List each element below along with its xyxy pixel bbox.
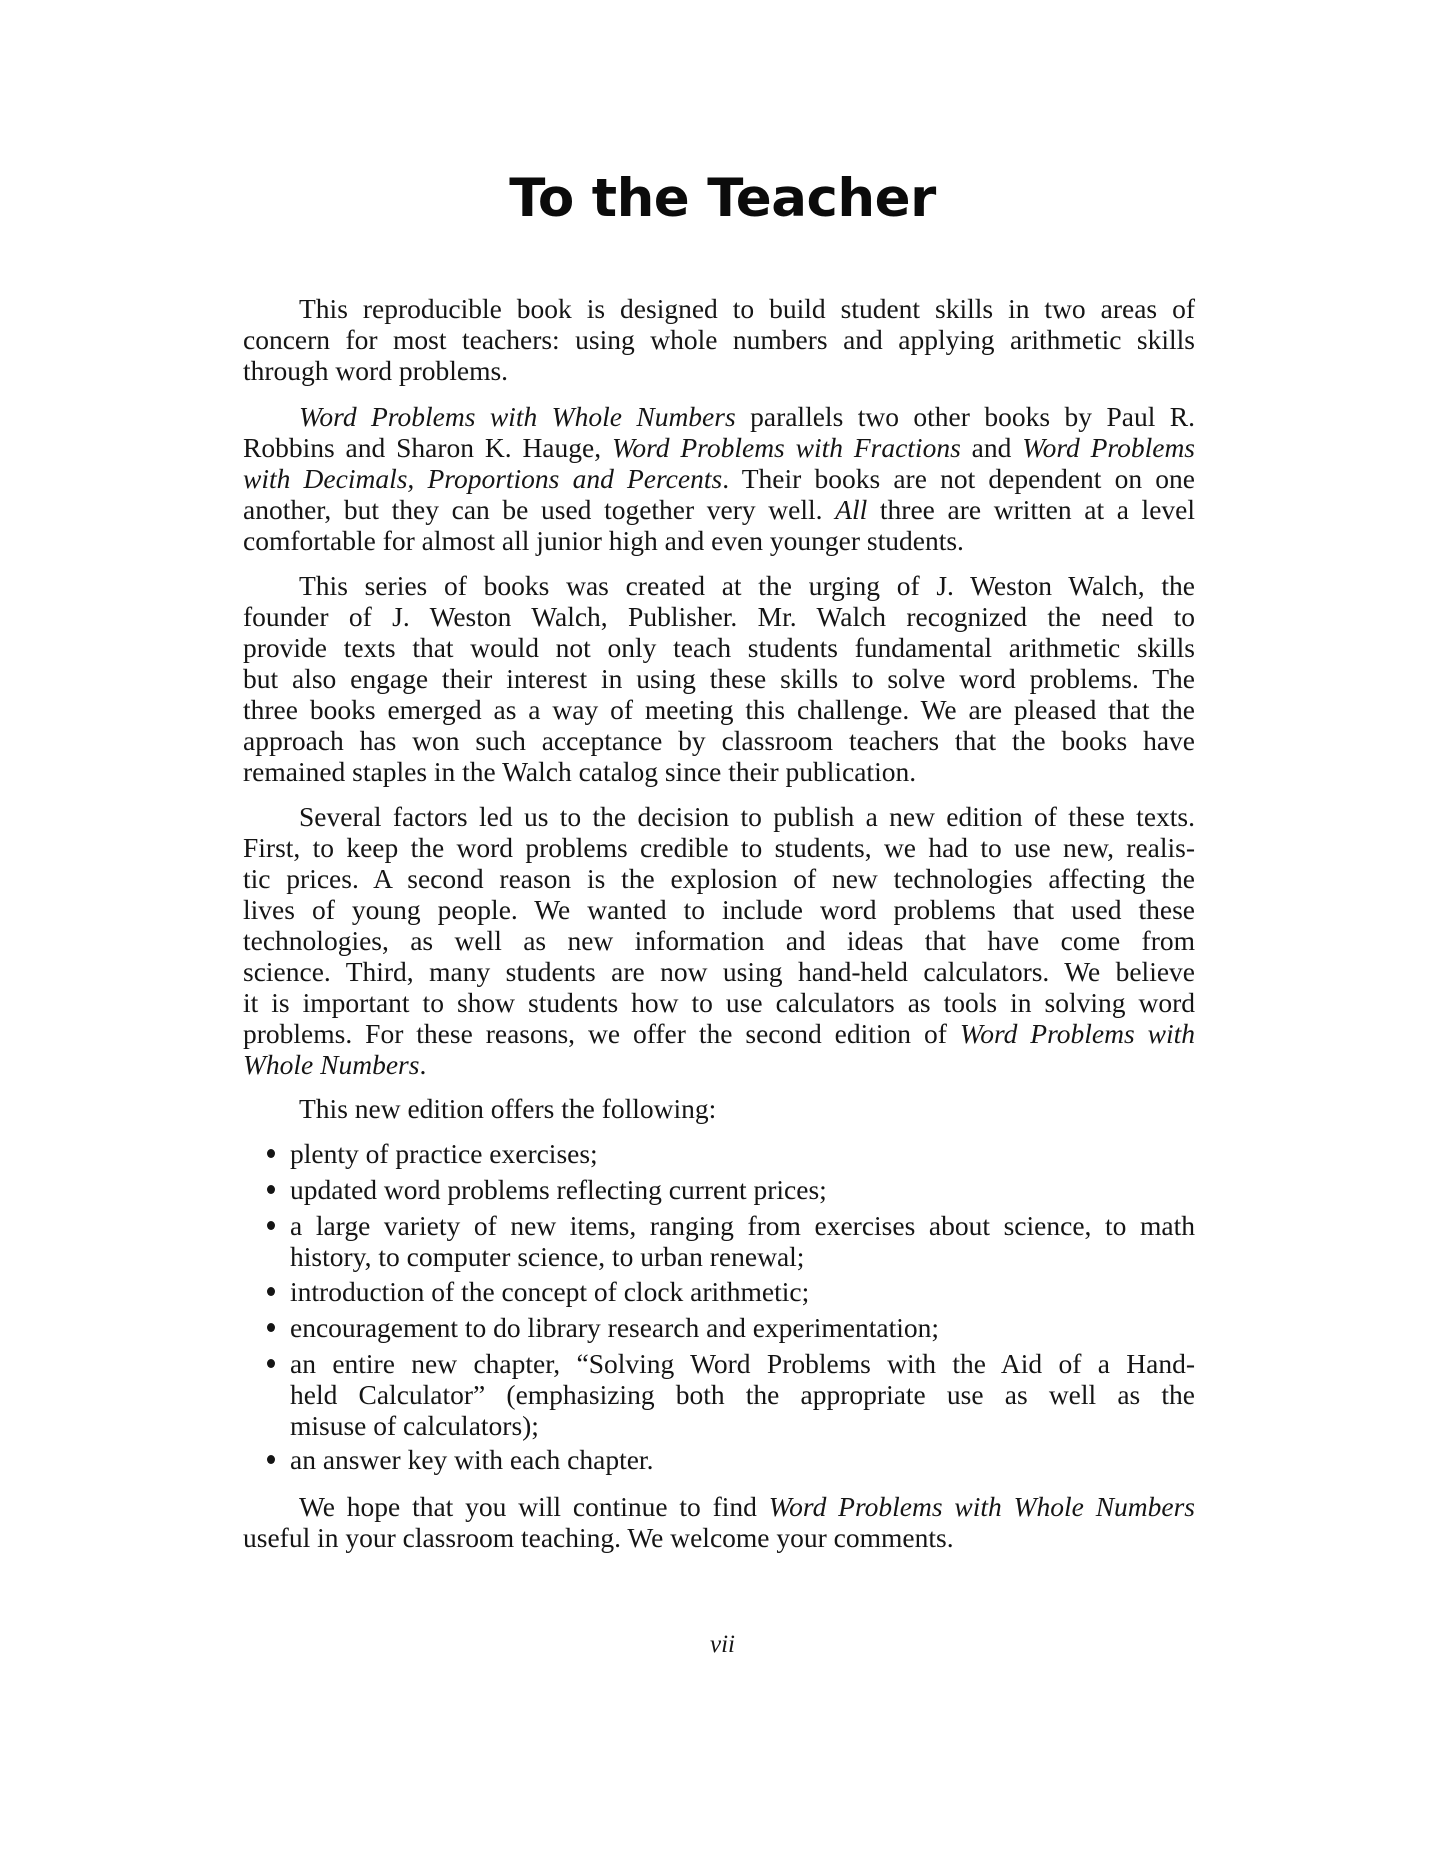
text-line <box>243 956 1195 987</box>
text-line <box>243 1018 1195 1049</box>
text-run: lives of young people. We wanted to include word problems that used these <box>243 894 1195 925</box>
text-run: concern for most teachers: using whole numbers and applying arithmetic skills <box>243 324 1195 355</box>
text-run: three books emerged as a way of meeting this challenge. We are pleased that the <box>243 694 1195 725</box>
page-title: To the Teacher <box>509 168 936 229</box>
text-line <box>243 832 1195 863</box>
text-line <box>243 1049 426 1080</box>
text-line <box>243 756 916 787</box>
text-line <box>299 1491 1195 1522</box>
text-line <box>243 894 1195 925</box>
text-run: but also engage their interest in using these skills to solve word problems. The <box>243 663 1195 694</box>
text-run: First, to keep the word problems credible to students, we had to use new, realis- <box>243 832 1195 863</box>
text-line <box>243 987 1195 1018</box>
italic-title-text: Word Problems <box>1022 432 1196 463</box>
text-run: remained staples in the Walch catalog since their publication. <box>243 756 917 787</box>
text-line <box>243 1522 954 1553</box>
text-run: comfortable for almost all junior high and even younger students. <box>243 525 964 556</box>
text-run: technologies, as well as new information and ideas that have come from <box>243 925 1195 956</box>
italic-title-text: Word Problems with Fractions <box>611 432 961 463</box>
text-line <box>243 494 1195 525</box>
text-run: founder of J. Weston Walch, Publisher. Mr. Walch recognized the need to <box>243 601 1195 632</box>
text-run: Robbins and Sharon K. Hauge, <box>243 432 612 463</box>
italic-title-text: Word Problems with <box>959 1018 1195 1049</box>
text-line <box>243 324 1195 355</box>
text-line <box>299 293 1195 324</box>
text-run: approach has won such acceptance by classroom teachers that the books have <box>243 725 1195 756</box>
text-line <box>243 694 1195 725</box>
text-line <box>243 925 1195 956</box>
text-run: another, but they can be used together very well. <box>243 494 836 525</box>
bullet-icon <box>267 1149 275 1158</box>
italic-title-text: with Decimals, Proportions and Percents <box>243 463 723 494</box>
text-run: . <box>419 1049 427 1080</box>
text-line <box>243 863 1195 894</box>
list-item-text: history, to computer science, to urban renewal; <box>290 1241 805 1272</box>
list-item-text: introduction of the concept of clock arithmetic; <box>290 1276 810 1307</box>
list-item-text: an entire new chapter, “Solving Word Problems with the Aid of a Hand- <box>290 1348 1195 1379</box>
text-line <box>299 801 1195 832</box>
text-line <box>243 663 1195 694</box>
text-line <box>243 601 1195 632</box>
text-run: This new edition offers the following: <box>299 1093 717 1124</box>
italic-title-text: Word Problems with Whole Numbers <box>299 401 736 432</box>
text-run: Several factors led us to the decision to publish a new edition of these texts. <box>299 801 1195 832</box>
list-item-text: an answer key with each chapter. <box>290 1444 654 1475</box>
page-number: vii <box>710 1631 735 1658</box>
text-line <box>299 1093 716 1124</box>
text-line <box>243 725 1195 756</box>
text-run: it is important to show students how to use calculators as tools in solving word <box>243 987 1195 1018</box>
text-line <box>299 401 1195 432</box>
text-line <box>243 525 964 556</box>
text-run: This reproducible book is designed to build student skills in two areas of <box>299 293 1195 324</box>
italic-title-text: All <box>835 494 868 525</box>
text-run: tic prices. A second reason is the explosion of new technologies affecting the <box>243 863 1195 894</box>
text-run: science. Third, many students are now using hand-held calculators. We believe <box>243 956 1195 987</box>
bullet-icon <box>267 1359 275 1368</box>
italic-title-text: Word Problems with Whole Numbers <box>768 1491 1195 1522</box>
text-run: provide texts that would not only teach students fundamental arithmetic skills <box>243 632 1195 663</box>
text-line <box>299 570 1195 601</box>
list-item-text: held Calculator” (emphasizing both the appropriate use as well as the <box>290 1379 1195 1410</box>
text-line <box>243 632 1195 663</box>
text-run: We hope that you will continue to find <box>299 1491 769 1522</box>
text-run: problems. For these reasons, we offer the second edition of <box>243 1018 960 1049</box>
text-run: three are written at a level <box>867 494 1196 525</box>
text-run: parallels two other books by Paul R. <box>735 401 1195 432</box>
bullet-icon <box>267 1323 275 1332</box>
bullet-icon <box>267 1455 275 1464</box>
list-item-text: updated word problems reflecting current prices; <box>290 1174 827 1205</box>
text-line <box>243 355 508 386</box>
text-run: . Their books are not dependent on one <box>722 463 1195 494</box>
italic-title-text: Whole Numbers <box>243 1049 420 1080</box>
bullet-icon <box>267 1221 275 1230</box>
text-line <box>243 463 1195 494</box>
text-run: This series of books was created at the urging of J. Weston Walch, the <box>299 570 1195 601</box>
bullet-icon <box>267 1287 275 1296</box>
text-line <box>243 432 1195 463</box>
list-item-text: plenty of practice exercises; <box>290 1138 598 1169</box>
list-item-text: encouragement to do library research and experimentation; <box>290 1312 940 1343</box>
list-item-text: a large variety of new items, ranging from exercises about science, to math <box>290 1210 1195 1241</box>
bullet-icon <box>267 1185 275 1194</box>
text-run: and <box>960 432 1023 463</box>
list-item-text: misuse of calculators); <box>290 1410 539 1441</box>
text-run: through word problems. <box>243 355 509 386</box>
text-run: useful in your classroom teaching. We welcome your comments. <box>243 1522 954 1553</box>
